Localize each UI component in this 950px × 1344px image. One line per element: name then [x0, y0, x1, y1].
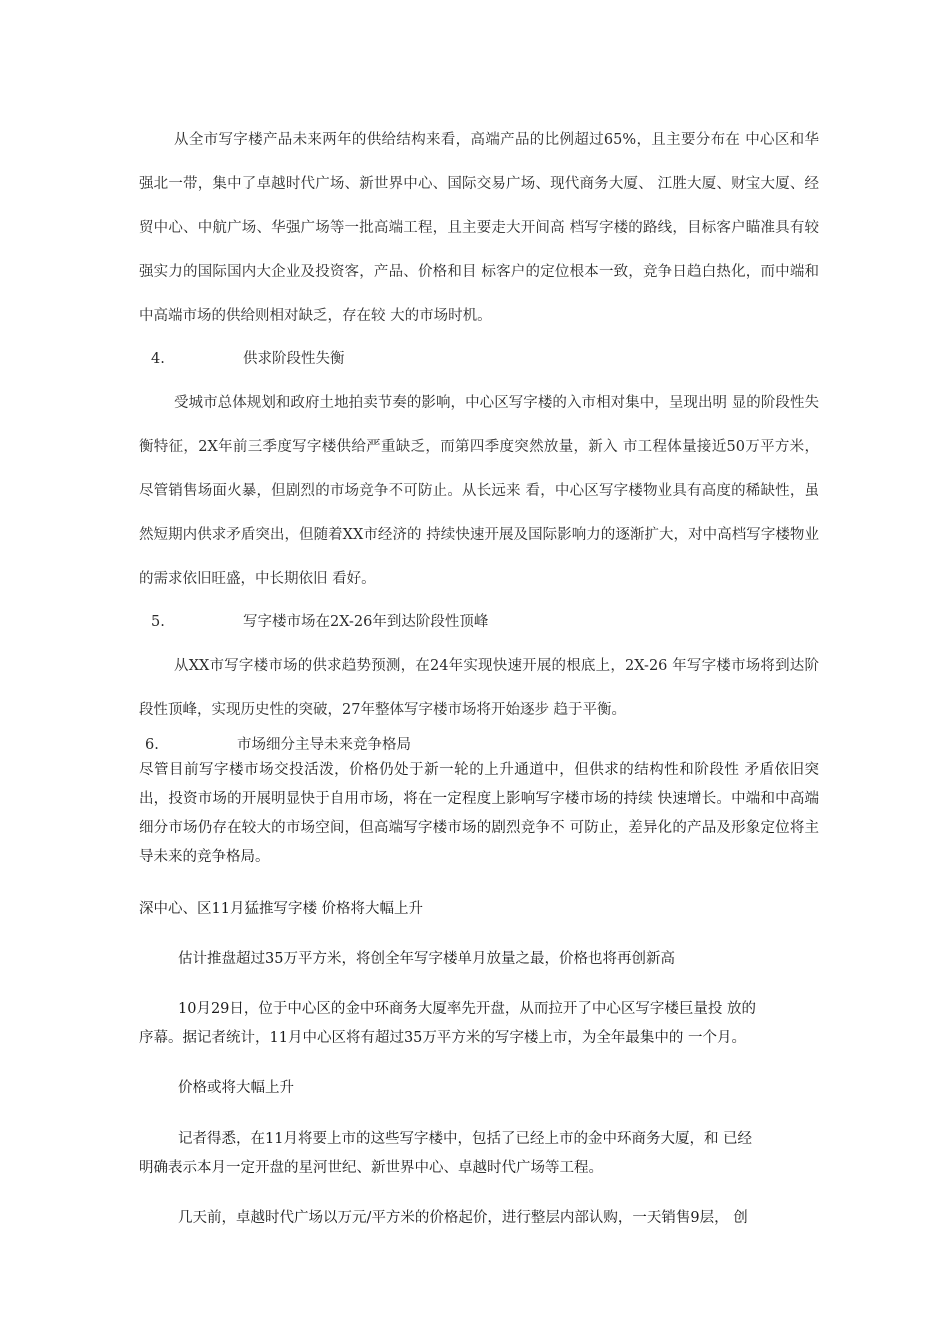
- paragraph-line: 几天前，卓越时代广场以万元/平方米的价格起价，进行整层内部认购，一天销售9层， 创: [178, 1210, 748, 1226]
- section-number: 4.: [151, 351, 165, 367]
- section-heading-5: [151, 612, 571, 632]
- paragraph-market-peak: 从XX市写字楼市场的供求趋势预测，在24年实现快速开展的根底上，2X-26 年写字楼市场将到达阶段性顶峰，实现历史性的突破，27年整体写字楼市场将开始逐步 趋于平衡。: [139, 658, 819, 718]
- paragraph-line: 明确表示本月一定开盘的星河世纪、新世界中心、卓越时代广场等工程。: [139, 1160, 603, 1176]
- paragraph-line: 10月29日，位于中心区的金中环商务大厦率先开盘，从而拉开了中心区写字楼巨量投 放的: [178, 1001, 757, 1017]
- news-title: 深中心、区11月猛推写字楼 价格将大幅上升: [139, 901, 424, 917]
- section-number: 6.: [145, 737, 159, 753]
- section-title: 市场细分主导未来竞争格局: [237, 737, 411, 753]
- paragraph-supply-imbalance: 受城市总体规划和政府土地拍卖节奏的影响，中心区写字楼的入市相对集中，呈现出明 显的阶段性失衡特征，2X年前三季度写字楼供给严重缺乏，而第四季度突然放量，新入 市工程体量接近50万平方米，尽管销售场面火暴，但剧烈的市场竞争不可防止。从长远来 看，中心区写字楼物业具有高度的稀缺性，虽然短期内供求矛盾突出，但随着XX市经济的 持续快速开展及国际影响力的逐渐扩大，对中高档写字楼物业的需求依旧旺盛，中长期依旧 看好。: [139, 395, 819, 587]
- paragraph-line: 记者得悉，在11月将要上市的这些写字楼中，包括了已经上市的金中环商务大厦，和 已经: [178, 1131, 753, 1147]
- news-subtitle: 估计推盘超过35万平方米，将创全年写字楼单月放量之最，价格也将再创新高: [178, 951, 675, 967]
- paragraph-market-segmentation: 尽管目前写字楼市场交投活泼，价格仍处于新一轮的上升通道中，但供求的结构性和阶段性 矛盾依旧突出，投资市场的开展明显快于自用市场，将在一定程度上影响写字楼市场的持续 快速增长。中端和中高端细分市场仍存在较大的市场空间，但高端写字楼市场的剧烈竞争不 可防止，差异化的产品及形象定位将主导未来的竞争格局。: [139, 762, 819, 865]
- sub-heading: 价格或将大幅上升: [178, 1080, 294, 1096]
- paragraph-supply-structure: 从全市写字楼产品未来两年的供给结构来看，高端产品的比例超过65%，且主要分布在 中心区和华强北一带，集中了卓越时代广场、新世界中心、国际交易广场、现代商务大厦、 江胜大厦、财宝大厦、经贸中心、中航广场、华强广场等一批高端工程，且主要走大开间高 档写字楼的路线，目标客户瞄准具有较强实力的国际国内大企业及投资客，产品、价格和目 标客户的定位根本一致，竞争日趋白热化，而中端和中高端市场的供给则相对缺乏，存在较 大的市场时机。: [139, 132, 819, 324]
- section-heading-4: [151, 349, 571, 369]
- section-title: 写字楼市场在2X-26年到达阶段性顶峰: [243, 614, 489, 630]
- section-number: 5.: [151, 614, 165, 630]
- section-title: 供求阶段性失衡: [243, 351, 345, 367]
- paragraph-line: 序幕。据记者统计，11月中心区将有超过35万平方米的写字楼上市，为全年最集中的 一个月。: [139, 1030, 747, 1046]
- section-heading-6: [145, 735, 565, 755]
